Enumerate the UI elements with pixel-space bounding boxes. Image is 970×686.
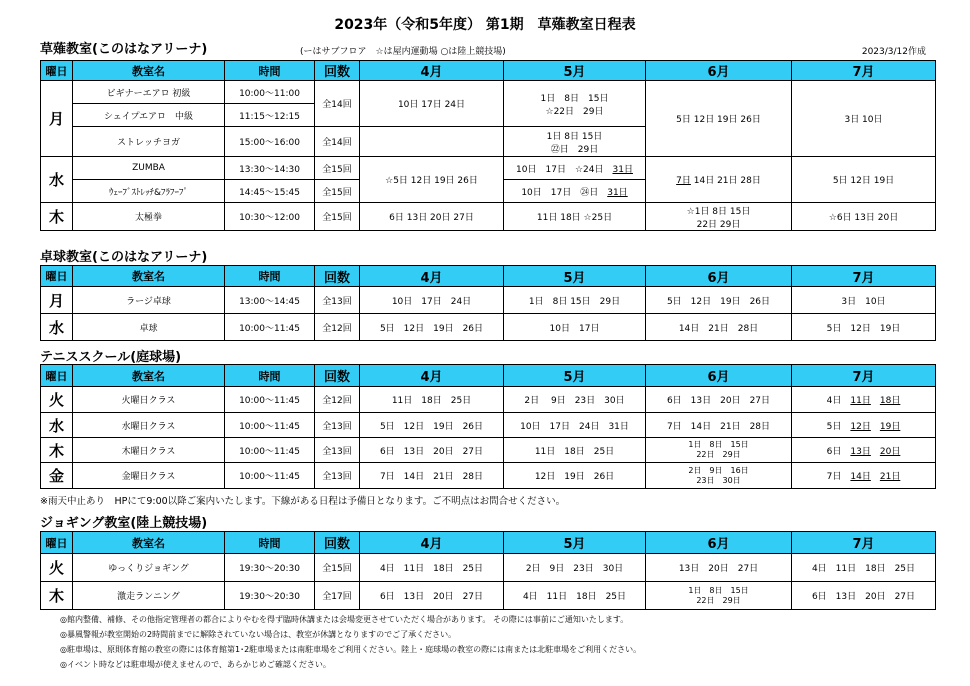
jul-dates: 3日 10日 — [792, 287, 936, 314]
apr-dates: 6日 13日 20日 27日 — [360, 438, 504, 463]
class-time: 19:30～20:30 — [225, 554, 315, 582]
day-cell: 木 — [41, 203, 73, 231]
kusanagi-table — [40, 60, 936, 231]
day-cell: 水 — [41, 314, 73, 341]
apr-dates: 4日 11日 18日 25日 — [360, 554, 504, 582]
class-name: 卓球 — [73, 314, 225, 341]
jun-dates: 5日 12日 19日 26日 — [646, 287, 792, 314]
header-jul: 7月 — [792, 365, 936, 387]
header-day: 曜日 — [41, 532, 73, 554]
class-time: 10:00～11:00 — [225, 81, 315, 104]
header-count: 回数 — [315, 365, 360, 387]
apr-dates: 10日 17日 24日 — [360, 81, 504, 127]
class-time: 11:15～12:15 — [225, 104, 315, 127]
legend: (ーはサブフロア ☆は屋内運動場 ○は陸上競技場) — [300, 47, 506, 57]
class-count: 全13回 — [315, 287, 360, 314]
apr-dates: 6日 13日 20日 27日 — [360, 582, 504, 610]
may-dates-line1: 1日 8日 15日 — [546, 131, 603, 142]
header-count: 回数 — [315, 61, 360, 81]
reserve-date: 14日 — [850, 472, 871, 482]
class-count: 全14回 — [315, 127, 360, 157]
day-cell: 金 — [41, 463, 73, 489]
apr-dates: ☆5日 12日 19日 26日 — [360, 157, 504, 203]
header-jun: 6月 — [646, 532, 792, 554]
may-dates: 11日 18日 25日 — [504, 438, 646, 463]
class-time: 13:00～14:45 — [225, 287, 315, 314]
class-count: 全15回 — [315, 157, 360, 180]
reserve-date: 31日 — [607, 187, 628, 198]
may-dates-line1: 1日 8日 15日 — [540, 93, 609, 104]
day-cell: 木 — [41, 582, 73, 610]
footnote: ◎館内整備、補修、その他指定管理者の都合によりやむを得ず臨時休講または会場変更させていただく場合があります。 その際には事前にご通知いたします。 — [60, 615, 629, 624]
header-apr: 4月 — [360, 532, 504, 554]
jogging-table — [40, 531, 936, 610]
may-dates — [504, 81, 646, 127]
class-count: 全14回 — [315, 81, 360, 127]
tennis-table — [40, 364, 936, 489]
reserve-date: 7日 — [676, 176, 691, 186]
header-time: 時間 — [225, 532, 315, 554]
header-apr: 4月 — [360, 61, 504, 81]
jun-dates-line1: 2日 9日 16日 — [688, 465, 749, 475]
reserve-date: 13日 — [850, 446, 871, 457]
class-time: 14:45～15:45 — [225, 180, 315, 203]
jun-dates — [646, 203, 792, 231]
apr-dates: 7日 14日 21日 28日 — [360, 463, 504, 489]
header-day: 曜日 — [41, 365, 73, 387]
reserve-date: 20日 — [879, 446, 901, 457]
header-apr: 4月 — [360, 365, 504, 387]
may-dates — [504, 127, 646, 157]
jul-date: 4日 — [826, 396, 842, 406]
day-cell: 月 — [41, 287, 73, 314]
may-dates: 2日 9日 23日 30日 — [504, 387, 646, 413]
class-time: 13:30～14:30 — [225, 157, 315, 180]
class-count: 全12回 — [315, 387, 360, 413]
jun-dates-line2: 22日 29日 — [696, 219, 741, 230]
header-day: 曜日 — [41, 61, 73, 81]
section-title-jogging: ジョギング教室(陸上競技場) — [40, 516, 208, 531]
jun-dates-text: 14日 21日 28日 — [690, 176, 761, 186]
may-dates-text: 10日 17日 ☆24日 — [516, 164, 604, 175]
jul-dates: 5日 12日 19日 — [792, 314, 936, 341]
class-name: ZUMBA — [73, 157, 225, 180]
jul-dates: 5日 12日 19日 — [792, 157, 936, 203]
header-name: 教室名 — [73, 532, 225, 554]
header-time: 時間 — [225, 365, 315, 387]
may-dates: 10日 17日 — [504, 314, 646, 341]
header-jun: 6月 — [646, 266, 792, 287]
reserve-date: 12日 — [850, 421, 871, 432]
header-apr: 4月 — [360, 266, 504, 287]
section-title-table-tennis: 卓球教室(このはなアリーナ) — [40, 250, 208, 265]
rain-note: ※雨天中止あり HPにて9:00以降ご案内いたします。下線がある日程は予備日となります。ご不明点はお問合せください。 — [40, 496, 566, 507]
page-title: 2023年（令和5年度） 第1期 草薙教室日程表 — [334, 17, 636, 33]
header-day: 曜日 — [41, 266, 73, 287]
created-date: 2023/3/12作成 — [861, 47, 926, 57]
header-name: 教室名 — [73, 365, 225, 387]
class-count: 全13回 — [315, 413, 360, 438]
class-count: 全15回 — [315, 180, 360, 203]
class-name: 太極拳 — [73, 203, 225, 231]
may-dates: 2日 9日 23日 30日 — [504, 554, 646, 582]
apr-dates — [360, 127, 504, 157]
jun-dates — [646, 157, 792, 203]
reserve-date: 31日 — [612, 164, 633, 175]
jun-dates-line1: 1日 8日 15日 — [688, 585, 749, 595]
class-count: 全15回 — [315, 203, 360, 231]
may-dates-text: 10日 17日 ㉔日 — [521, 187, 599, 198]
jun-dates — [646, 438, 792, 463]
class-name: ビギナーエアロ 初級 — [73, 81, 225, 104]
reserve-date: 19日 — [879, 421, 901, 432]
class-time: 19:30～20:30 — [225, 582, 315, 610]
footnote: ◎駐車場は、原則体育館の教室の際には体育館第1･2駐車場または南駐車場をご利用ください。陸上・庭球場の教室の際には南または北駐車場をご利用ください。 — [60, 645, 642, 654]
class-count: 全15回 — [315, 554, 360, 582]
class-name: シェイプエアロ 中級 — [73, 104, 225, 127]
class-count: 全13回 — [315, 438, 360, 463]
class-time: 10:00～11:45 — [225, 438, 315, 463]
footnote: ◎暴風警報が教室開始の2時間前までに解除されていない場合は、教室が休講となりますのでご了承ください。 — [60, 630, 457, 639]
jun-dates-line2: 23日 30日 — [696, 475, 741, 485]
class-name: 水曜日クラス — [73, 413, 225, 438]
header-name: 教室名 — [73, 266, 225, 287]
class-time: 15:00～16:00 — [225, 127, 315, 157]
table-tennis-table — [40, 265, 936, 341]
jun-dates — [646, 463, 792, 489]
jun-dates: 13日 20日 27日 — [646, 554, 792, 582]
jun-dates: 6日 13日 20日 27日 — [646, 387, 792, 413]
may-dates-line2: ㉒日 29日 — [550, 144, 599, 155]
jul-dates — [792, 463, 936, 489]
class-name: 激走ランニング — [73, 582, 225, 610]
reserve-date: 18日 — [879, 396, 901, 406]
jul-dates — [792, 387, 936, 413]
header-jun: 6月 — [646, 365, 792, 387]
day-cell: 火 — [41, 387, 73, 413]
jun-dates: 14日 21日 28日 — [646, 314, 792, 341]
jun-dates-line2: 22日 29日 — [696, 450, 741, 459]
may-dates: 1日 8日 15日 29日 — [504, 287, 646, 314]
header-jun: 6月 — [646, 61, 792, 81]
jul-date: 7日 — [826, 472, 842, 482]
may-dates — [504, 157, 646, 180]
header-jul: 7月 — [792, 532, 936, 554]
section-title-kusanagi: 草薙教室(このはなアリーナ) — [40, 42, 208, 57]
header-time: 時間 — [225, 266, 315, 287]
reserve-date: 11日 — [850, 396, 871, 406]
header-name: 教室名 — [73, 61, 225, 81]
apr-dates: 11日 18日 25日 — [360, 387, 504, 413]
jul-dates — [792, 438, 936, 463]
class-time: 10:00～11:45 — [225, 314, 315, 341]
class-time: 10:00～11:45 — [225, 413, 315, 438]
reserve-date: 21日 — [879, 472, 901, 482]
class-time: 10:30～12:00 — [225, 203, 315, 231]
class-name: ゆっくりジョギング — [73, 554, 225, 582]
jul-dates: 6日 13日 20日 27日 — [792, 582, 936, 610]
day-cell: 火 — [41, 554, 73, 582]
jun-dates: 7日 14日 21日 28日 — [646, 413, 792, 438]
class-name: 木曜日クラス — [73, 438, 225, 463]
day-cell: 木 — [41, 438, 73, 463]
may-dates: 12日 19日 26日 — [504, 463, 646, 489]
class-name: ストレッチヨガ — [73, 127, 225, 157]
header-may: 5月 — [504, 61, 646, 81]
jun-dates-line1: ☆1日 8日 15日 — [686, 206, 751, 217]
header-may: 5月 — [504, 266, 646, 287]
class-name: 火曜日クラス — [73, 387, 225, 413]
footnote: ◎イベント時などは駐車場が使えませんので、あらかじめご確認ください。 — [60, 660, 331, 669]
header-count: 回数 — [315, 532, 360, 554]
jul-dates: 4日 11日 18日 25日 — [792, 554, 936, 582]
may-dates — [504, 180, 646, 203]
may-dates: 4日 11日 18日 25日 — [504, 582, 646, 610]
apr-dates: 5日 12日 19日 26日 — [360, 413, 504, 438]
header-jul: 7月 — [792, 266, 936, 287]
apr-dates: 6日 13日 20日 27日 — [360, 203, 504, 231]
class-time: 10:00～11:45 — [225, 463, 315, 489]
header-jul: 7月 — [792, 61, 936, 81]
apr-dates: 5日 12日 19日 26日 — [360, 314, 504, 341]
class-name: 金曜日クラス — [73, 463, 225, 489]
jun-dates: 5日 12日 19日 26日 — [646, 81, 792, 157]
section-title-tennis: テニススクール(庭球場) — [40, 350, 182, 365]
class-count: 全17回 — [315, 582, 360, 610]
jul-dates: 3日 10日 — [792, 81, 936, 157]
day-cell: 水 — [41, 413, 73, 438]
header-time: 時間 — [225, 61, 315, 81]
may-dates-line2: ☆22日 29日 — [545, 106, 604, 117]
class-name: ラージ卓球 — [73, 287, 225, 314]
class-count: 全12回 — [315, 314, 360, 341]
day-cell: 月 — [41, 81, 73, 157]
jul-date: 5日 — [826, 421, 842, 432]
jul-date: 6日 — [826, 446, 842, 457]
jul-dates: ☆6日 13日 20日 — [792, 203, 936, 231]
jun-dates — [646, 582, 792, 610]
class-count: 全13回 — [315, 463, 360, 489]
header-may: 5月 — [504, 532, 646, 554]
jul-dates — [792, 413, 936, 438]
class-time: 10:00～11:45 — [225, 387, 315, 413]
day-cell: 水 — [41, 157, 73, 203]
class-name: ｳｪｰﾌﾞｽﾄﾚｯﾁ&ﾌﾗﾌｰﾌﾟ — [73, 180, 225, 203]
may-dates: 11日 18日 ☆25日 — [504, 203, 646, 231]
header-count: 回数 — [315, 266, 360, 287]
jun-dates-line1: 1日 8日 15日 — [688, 440, 749, 449]
jun-dates-line2: 22日 29日 — [696, 595, 741, 605]
header-may: 5月 — [504, 365, 646, 387]
apr-dates: 10日 17日 24日 — [360, 287, 504, 314]
may-dates: 10日 17日 24日 31日 — [504, 413, 646, 438]
